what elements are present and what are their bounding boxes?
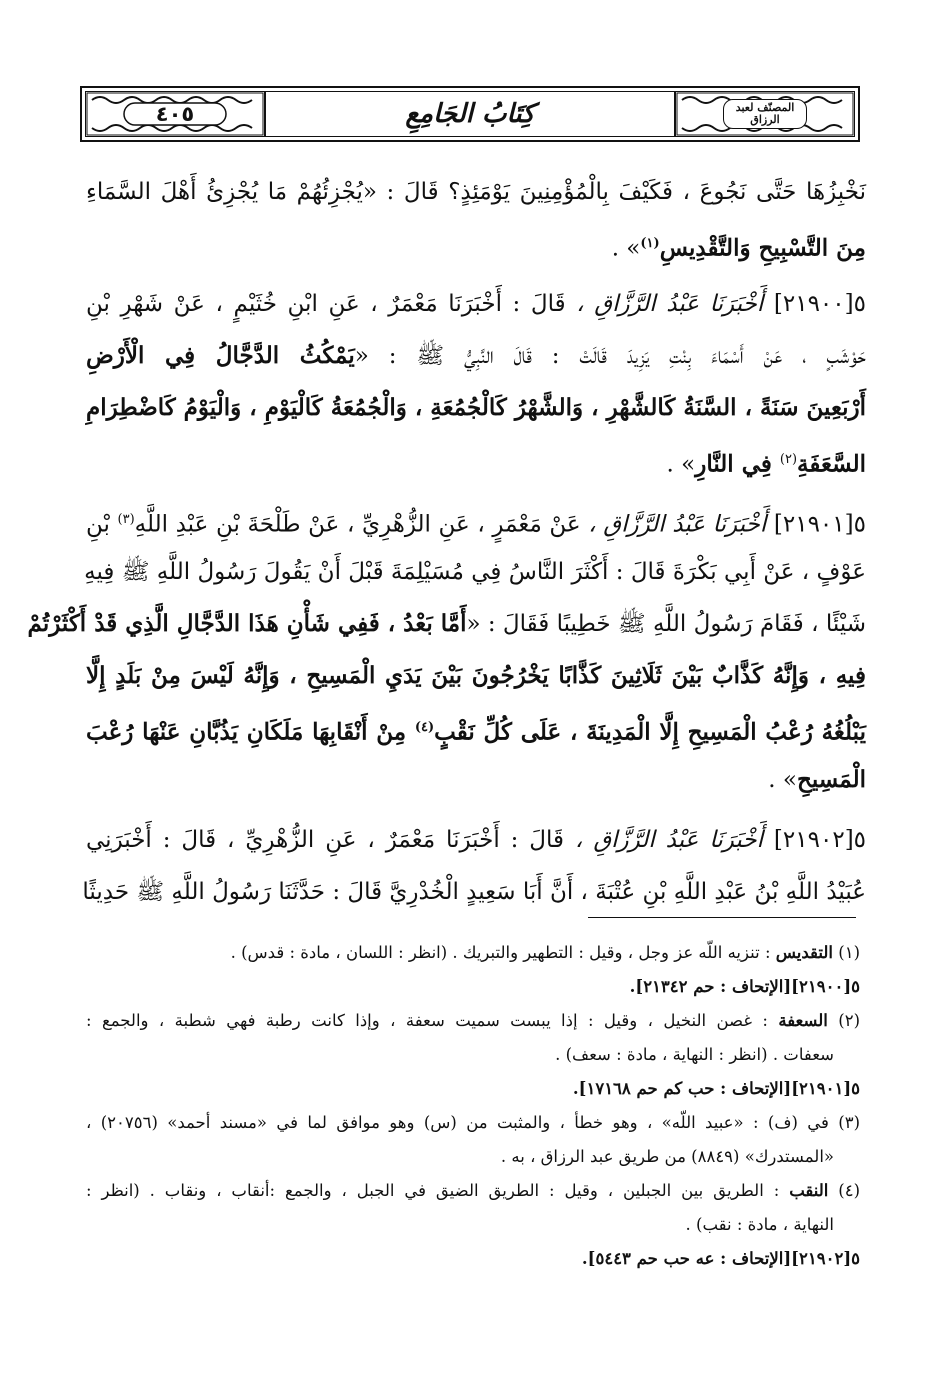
text-line: مِنَ التَّسْبِيحِ وَالتَّقْدِيسِ$^{(١)}$» .: [611, 234, 866, 262]
book-title-box: [264, 92, 676, 136]
series-logo-box: [676, 92, 854, 136]
footnote-ref: (٤): [414, 720, 435, 735]
footnote-3-cont: «المستدرك» (٨٨٤٩) من طريق عبد الرزاق ، به .: [500, 1147, 834, 1166]
footnote-ref: (٢): [779, 452, 798, 467]
text-line: الْمَسِيحِ» .: [768, 766, 866, 793]
footnote-separator: [588, 917, 856, 918]
text-line: حَوْشَبٍ ، عَنْ أَسْمَاءَ بِنْتِ يَزِيدَ قَالَتْ : قَالَ النَّبِيُّ ﷺ : «يَمْكُثُ الدَّجَّالُ فِي الْأَرْضِ: [86, 342, 866, 369]
footnotes: [86, 936, 860, 1276]
hadith-number: ٥[٢١٩٠٢]: [773, 827, 867, 853]
main-text: [27, 166, 867, 918]
hadith-number: ٥[٢١٩٠٠]: [773, 291, 866, 317]
ithaf-note-21902: ٥[٢١٩٠٢][الإتحاف : عه حب حم ٥٤٤٣].: [581, 1249, 860, 1268]
book-title: كِتَابُ الجَامِعِ: [405, 99, 535, 129]
text-line: عَوْفٍ ، عَنْ أَبِي بَكْرَةَ قَالَ : أَكْثَرَ النَّاسُ فِي مُسَيْلِمَةَ قَبْلَ أَنْ يَقُولَ رَسُولُ اللَّهِ ﷺ فِيهِ: [84, 559, 866, 585]
footnote-4-cont: النهاية ، مادة : نقب) .: [685, 1215, 834, 1234]
ithaf-note-21900: ٥[٢١٩٠٠][الإتحاف : حم ٢١٣٤٢].: [629, 977, 860, 996]
text-line: فِيهِ ، وَإِنَّهُ كَذَّابٌ بَيْنَ ثَلَاثِينَ كَذَّابًا يَخْرُجُونَ بَيْنَ يَدَيِ الْمَسِيحِ ، وَإِنَّهُ لَيْسَ مِنْ بَلَدٍ إِلَّا: [86, 662, 866, 689]
footnote-4: (٤) النقب : الطريق بين الجبلين ، وقيل : الطريق الضيق في الجبل ، والجمع :أنقاب ، ونقاب . (انظر :: [86, 1181, 860, 1200]
text-line: عُبَيْدُ اللَّهِ بْنُ عَبْدِ اللَّهِ بْنِ عُتْبَةَ ، أَنَّ أَبَا سَعِيدٍ الْخُدْرِيَّ قَالَ : حَدَّثَنَا رَسُولُ اللَّهِ ﷺ حَدِيثًا: [82, 879, 866, 905]
footnote-1: (١) التقديس : تنزيه اللّه عز وجل ، وقيل : التطهير والتبريك . (انظر : اللسان ، مادة : قدس) .: [230, 943, 860, 962]
page-number: ٤٠٥: [155, 102, 195, 126]
footnote-ref: (١): [640, 236, 660, 251]
footnote-2: (٢) السعفة : غصن النخيل ، وقيل : إذا يبست سميت سعفة ، وإذا كانت رطبة فهي شطبة ، والجمع :: [86, 1011, 860, 1030]
text-line: أَرْبَعِينَ سَنَةً ، السَّنَةُ كَالشَّهْرِ ، وَالشَّهْرُ كَالْجُمُعَةِ ، وَالْجُمُعَةُ كَالْيَوْمِ ، وَالْيَوْمُ كَاضْطِرَامِ: [86, 394, 866, 421]
footnote-3: (٣) في (ف) : «عبيد اللّه» ، وهو خطأ ، والمثبت من (س) وهو موافق لما في «مسند أحمد» (٢٠٧٥٦) ،: [86, 1113, 861, 1132]
footnote-2-cont: سعفات . (انظر : النهاية ، مادة : سعف) .: [555, 1045, 834, 1064]
hadith-21901-line: ٥[٢١٩٠١] أَخْبَرَنَا عَبْدُ الرَّزَّاقِ ، عَنْ مَعْمَرٍ ، عَنِ الزُّهْرِيِّ ، عَنْ طَلْحَةَ بْنِ عَبْدِ اللَّهِ$^{(٣)}$ بْنِ: [86, 511, 866, 538]
series-logo: المصنّف لعبد الرزاق: [723, 99, 807, 129]
hadith-21900-line: ٥[٢١٩٠٠] أَخْبَرَنَا عَبْدُ الرَّزَّاقِ ، قَالَ : أَخْبَرَنَا مَعْمَرٌ ، عَنِ ابْنِ خُثَيْمٍ ، عَنْ شَهْرِ بْنِ: [86, 291, 866, 317]
ithaf-note-21901: ٥[٢١٩٠١][الإتحاف : حب كم حم ١٧١٦٨].: [572, 1079, 860, 1098]
text-line: يَبْلُغُهُ رُعْبُ الْمَسِيحِ إِلَّا الْمَدِينَةَ ، عَلَى كُلِّ نَقْبٍ$^{(٤)}$ مِنْ أَنْقَابِهَا مَلَكَانِ يَذُبَّانِ عَنْهَا رُعْبَ: [86, 718, 866, 746]
page-header: [80, 86, 860, 142]
text-line: السَّعَفَةِ$^{(٢)}$ فِي النَّارِ» .: [666, 450, 866, 478]
text-line: شَيْئًا ، فَقَامَ رَسُولُ اللَّهِ ﷺ خَطِيبًا فَقَالَ : «أَمَّا بَعْدُ ، فَفِي شَأْنِ هَذَا الدَّجَّالِ الَّذِي قَدْ أَكْثَرْتُمْ: [27, 610, 866, 637]
text-line: نَخْبِزُهَا حَتَّى نَجُوعَ ، فَكَيْفَ بِالْمُؤْمِنِينَ يَوْمَئِذٍ؟ قَالَ : «يُجْزِئُهُمْ مَا يُجْزِئُ أَهْلَ السَّمَاءِ: [86, 179, 866, 205]
page-number-box: [86, 92, 264, 136]
hadith-21902-line: ٥[٢١٩٠٢] أَخْبَرَنَا عَبْدُ الرَّزَّاقِ ، قَالَ : أَخْبَرَنَا مَعْمَرٌ ، عَنِ الزُّهْرِيِّ ، قَالَ : أَخْبَرَنِي: [86, 827, 867, 853]
hadith-number: ٥[٢١٩٠١]: [773, 511, 866, 538]
footnote-ref: (٣): [117, 512, 135, 527]
